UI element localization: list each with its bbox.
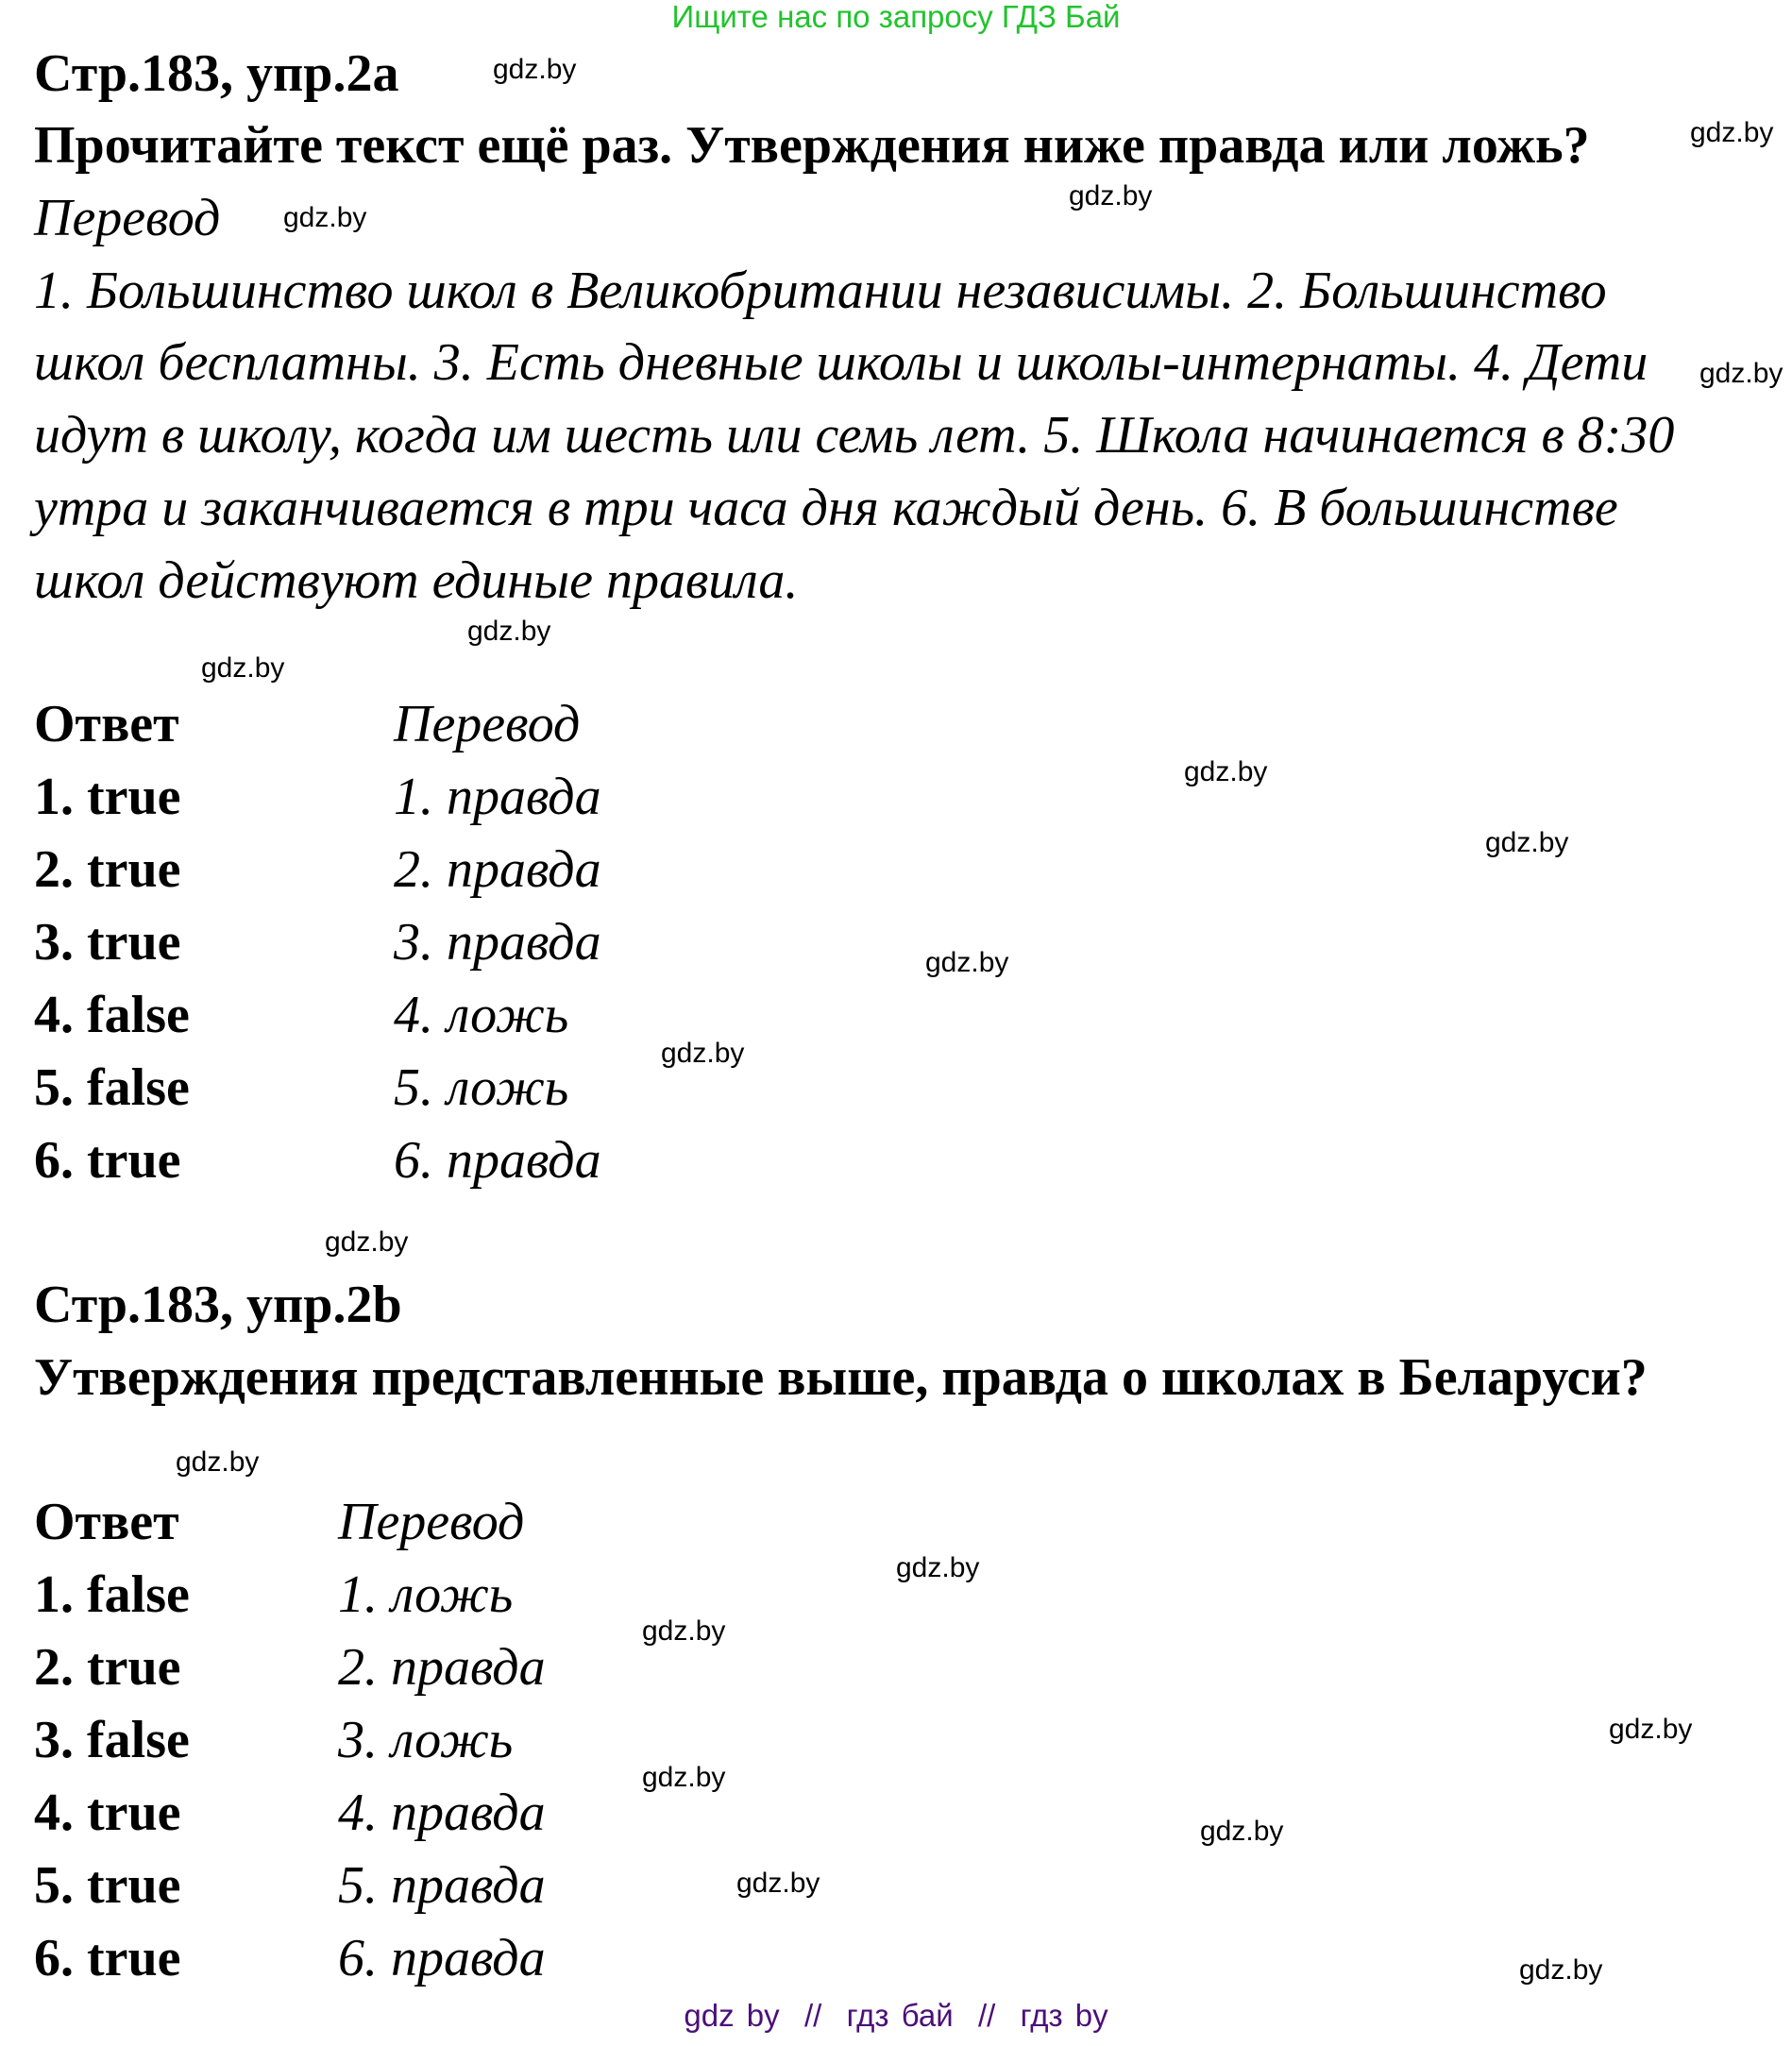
answer-translation-label: Перевод	[338, 1493, 525, 1551]
footer-links[interactable]: gdz by // гдз бай // гдз by	[684, 1998, 1108, 2033]
answer-label: Ответ	[34, 695, 179, 753]
answer-item: 5. false	[34, 1058, 190, 1117]
watermark: gdz.by	[1184, 756, 1268, 787]
answer-translation-item: 3. правда	[394, 913, 601, 972]
answer-translation-item: 2. правда	[394, 840, 601, 899]
watermark: gdz.by	[467, 616, 551, 647]
answer-item: 2. true	[34, 840, 181, 899]
answer-item: 4. false	[34, 986, 190, 1044]
watermark: gdz.by	[1519, 1954, 1603, 1986]
answer-translation-item: 4. правда	[338, 1784, 546, 1842]
watermark: gdz.by	[325, 1226, 409, 1258]
section1-title: Стр.183, упр.2а	[34, 44, 399, 103]
watermark: gdz.by	[176, 1446, 260, 1478]
section2-question: Утверждения представленные выше, правда о школах в Беларуси?	[34, 1348, 1648, 1407]
answer-item: 6. true	[34, 1929, 181, 1987]
answer-item: 4. true	[34, 1784, 181, 1842]
watermark: gdz.by	[1485, 827, 1569, 858]
answer-item: 6. true	[34, 1131, 181, 1190]
watermark: gdz.by	[896, 1552, 980, 1583]
watermark: gdz.by	[1200, 1816, 1284, 1847]
answer-translation-item: 6. правда	[338, 1929, 546, 1987]
translation-line: школ бесплатны. 3. Есть дневные школы и школы-интернаты. 4. Дети	[34, 333, 1648, 392]
watermark: gdz.by	[1690, 117, 1774, 148]
watermark: gdz.by	[1609, 1714, 1693, 1745]
watermark: gdz.by	[736, 1868, 820, 1899]
answer-item: 3. false	[34, 1711, 190, 1769]
search-banner[interactable]: Ищите нас по запросу ГДЗ Бай	[671, 0, 1121, 34]
answer-translation-item: 1. правда	[394, 768, 601, 826]
translation-line: школ действуют единые правила.	[34, 551, 799, 610]
watermark: gdz.by	[493, 54, 577, 85]
answer-translation-label: Перевод	[394, 695, 581, 753]
watermark: gdz.by	[642, 1762, 726, 1793]
answer-translation-item: 3. ложь	[338, 1711, 514, 1769]
watermark: gdz.by	[283, 202, 367, 233]
answer-translation-item: 4. ложь	[394, 986, 569, 1044]
answer-translation-item: 1. ложь	[338, 1565, 514, 1624]
answer-item: 2. true	[34, 1638, 181, 1697]
watermark: gdz.by	[1699, 358, 1784, 389]
section1-question: Прочитайте текст ещё раз. Утверждения ниже правда или ложь?	[34, 116, 1590, 175]
answer-item: 3. true	[34, 913, 181, 972]
translation-line: идут в школу, когда им шесть или семь лет. 5. Школа начинается в 8:30	[34, 406, 1675, 465]
watermark: gdz.by	[661, 1038, 745, 1069]
watermark: gdz.by	[201, 652, 285, 684]
answer-label: Ответ	[34, 1493, 179, 1551]
answer-item: 5. true	[34, 1856, 181, 1915]
translation-line: утра и заканчивается в три часа дня каждый день. 6. В большинстве	[34, 479, 1618, 537]
answer-translation-item: 6. правда	[394, 1131, 601, 1190]
watermark: gdz.by	[1069, 180, 1153, 211]
answer-item: 1. true	[34, 768, 181, 826]
watermark: gdz.by	[642, 1615, 726, 1647]
answer-translation-item: 5. ложь	[394, 1058, 569, 1117]
watermark: gdz.by	[925, 947, 1009, 978]
translation-line: 1. Большинство школ в Великобритании независимы. 2. Большинство	[34, 262, 1607, 320]
answer-translation-item: 5. правда	[338, 1856, 546, 1915]
answer-translation-item: 2. правда	[338, 1638, 546, 1697]
section2-title: Стр.183, упр.2b	[34, 1276, 402, 1334]
answer-item: 1. false	[34, 1565, 190, 1624]
translation-label: Перевод	[34, 189, 221, 247]
